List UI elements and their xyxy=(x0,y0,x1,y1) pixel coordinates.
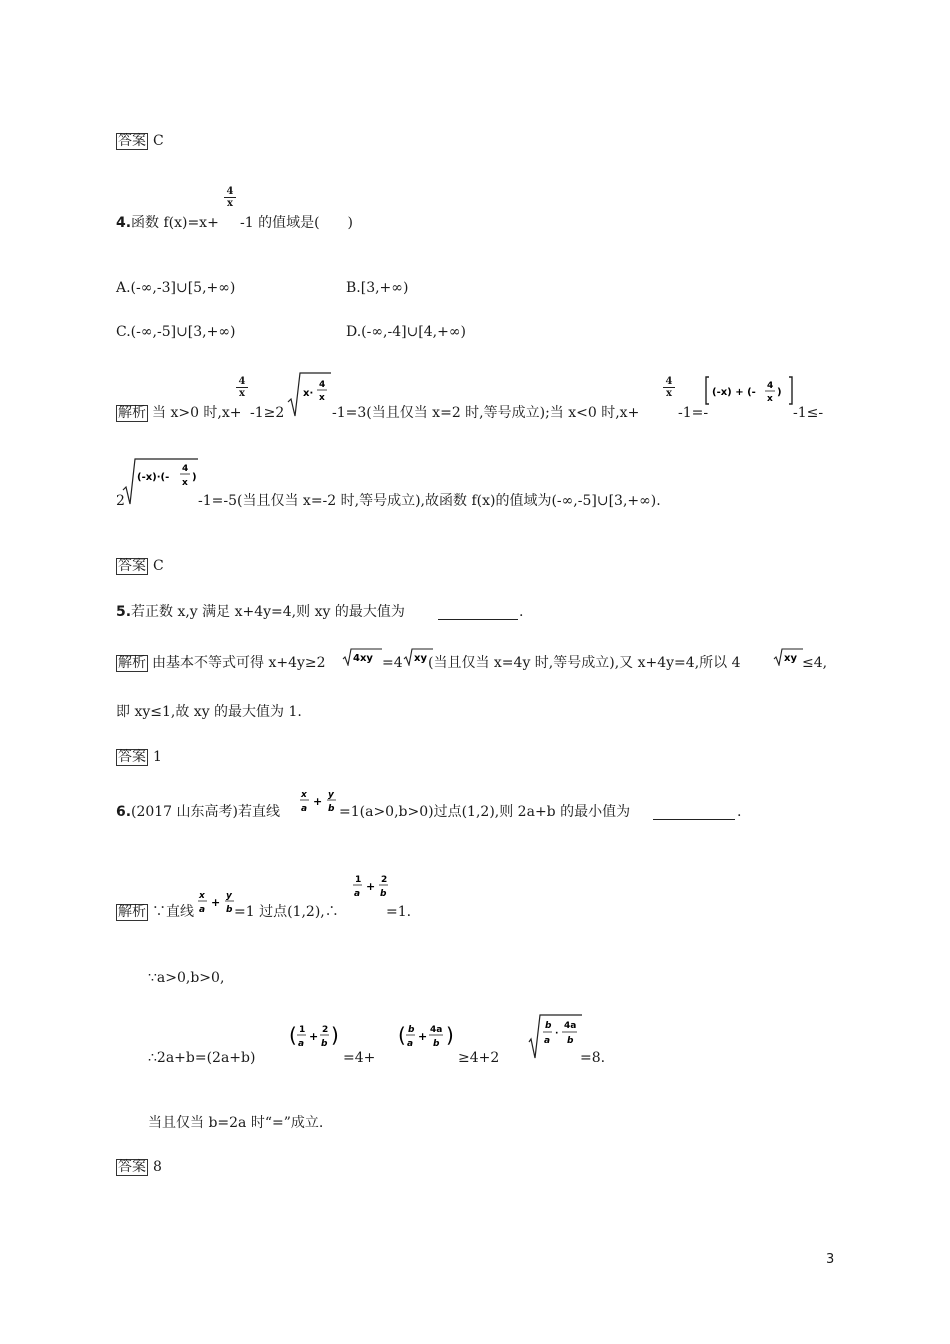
svg-text:+: + xyxy=(211,896,221,909)
svg-text:·: · xyxy=(555,1029,559,1039)
bracket-neg-x-plus-neg-4-over-x xyxy=(705,376,795,406)
answer-label: 答案 xyxy=(118,558,146,574)
question-text: =1(a>0,b>0)过点(1,2),则 2a+b 的最小值为 xyxy=(339,804,631,820)
question-number: 4. xyxy=(116,215,132,231)
question-text: -1 的值域是( ) xyxy=(240,215,354,231)
svg-text:a: a xyxy=(199,905,206,915)
question-text: . xyxy=(737,804,742,820)
svg-text:): ) xyxy=(331,1023,339,1047)
svg-text:y: y xyxy=(226,891,232,901)
svg-text:(: ( xyxy=(398,1023,406,1047)
svg-text:a: a xyxy=(298,1039,305,1049)
sqrt-b-over-a-times-4a-over-b xyxy=(528,1014,582,1060)
fraction-4-over-x: $\frac{4}{x}$ xyxy=(236,376,248,399)
analysis-label: 解析 xyxy=(118,655,146,671)
page-number: 3 xyxy=(826,1252,835,1267)
svg-text:x: x xyxy=(199,891,205,901)
svg-text:2: 2 xyxy=(322,1025,329,1035)
svg-text:4a: 4a xyxy=(564,1021,577,1031)
solution-text: ≤4, xyxy=(802,655,828,671)
svg-text:(: ( xyxy=(289,1023,297,1047)
svg-text:b: b xyxy=(321,1039,328,1049)
solution-text: =4 xyxy=(382,655,403,671)
svg-text:4: 4 xyxy=(319,380,326,390)
fraction-4-over-x: $\frac{4}{x}$ xyxy=(663,376,675,399)
svg-text:x·: x· xyxy=(303,388,314,399)
solution-text: -1=-5(当且仅当 x=-2 时,等号成立),故函数 f(x)的值域为(-∞,-5]∪[3,+∞). xyxy=(198,493,661,509)
svg-text:x: x xyxy=(767,394,773,404)
solution-text: ≥4+2 xyxy=(458,1050,500,1066)
svg-text:b: b xyxy=(545,1021,552,1031)
fraction-x-over-a-plus-y-over-b xyxy=(299,787,343,817)
svg-text:4: 4 xyxy=(182,464,189,474)
solution-text: =1 过点(1,2),∴ xyxy=(234,904,339,920)
solution-text: ∴2a+b=(2a+b) xyxy=(148,1050,256,1066)
svg-text:b: b xyxy=(567,1036,574,1046)
question-text: (2017 山东高考)若直线 xyxy=(131,804,281,820)
solution-text: -1=- xyxy=(678,405,709,421)
question-text: . xyxy=(519,604,524,620)
analysis-label: 解析 xyxy=(118,405,146,421)
svg-text:): ) xyxy=(446,1023,454,1047)
solution-text: 当 x>0 时,x+ xyxy=(152,405,242,421)
svg-text:+: + xyxy=(366,880,376,893)
option-c: C.(-∞,-5]∪[3,+∞) xyxy=(116,324,236,340)
svg-text:1: 1 xyxy=(355,875,362,885)
svg-text:xy: xy xyxy=(784,653,797,664)
svg-text:x: x xyxy=(182,478,188,488)
fraction-1-over-a-plus-2-over-b xyxy=(352,872,392,902)
svg-text:a: a xyxy=(301,804,308,814)
answer-label: 答案 xyxy=(118,749,146,765)
question-number: 5. xyxy=(116,604,132,620)
paren-b-over-a-plus-4a-over-b xyxy=(398,1021,458,1055)
solution-text: ∵a>0,b>0, xyxy=(148,970,225,986)
answer-value: 8 xyxy=(153,1159,162,1175)
solution-text: -1=3(当且仅当 x=2 时,等号成立);当 x<0 时,x+ xyxy=(332,405,640,421)
svg-text:(-x)·(-: (-x)·(- xyxy=(137,472,170,483)
svg-text:b: b xyxy=(328,804,335,814)
svg-text:b: b xyxy=(408,1025,415,1035)
solution-text: 当且仅当 b=2a 时“=”成立. xyxy=(148,1115,324,1131)
option-d: D.(-∞,-4]∪[4,+∞) xyxy=(346,324,466,340)
sqrt-neg-x-times-neg-4-over-x xyxy=(122,458,198,506)
svg-text:(-x) + (-: (-x) + (- xyxy=(712,387,756,398)
answer-label: 答案 xyxy=(118,1159,146,1175)
option-b: B.[3,+∞) xyxy=(346,280,409,296)
question-text: 若正数 x,y 满足 x+4y=4,则 xy 的最大值为 xyxy=(131,604,405,620)
option-a: A.(-∞,-3]∪[5,+∞) xyxy=(116,280,236,296)
svg-text:): ) xyxy=(777,387,782,398)
svg-text:1: 1 xyxy=(299,1025,306,1035)
solution-text: =4+ xyxy=(343,1050,376,1066)
svg-text:+: + xyxy=(313,795,323,808)
svg-text:b: b xyxy=(226,905,233,915)
svg-text:4a: 4a xyxy=(430,1025,443,1035)
question-text: 函数 f(x)=x+ xyxy=(131,215,219,231)
answer-blank xyxy=(438,604,518,620)
solution-text: 即 xy≤1,故 xy 的最大值为 1. xyxy=(116,704,302,720)
answer-value: C xyxy=(153,133,164,149)
solution-text: 2 xyxy=(116,493,125,509)
svg-text:): ) xyxy=(192,472,197,483)
svg-text:4: 4 xyxy=(767,381,774,391)
sqrt-x-times-4-over-x xyxy=(287,372,331,420)
solution-text: (当且仅当 x=4y 时,等号成立),又 x+4y=4,所以 4 xyxy=(428,655,741,671)
svg-text:+: + xyxy=(309,1030,319,1043)
sqrt-xy xyxy=(773,648,803,666)
svg-text:a: a xyxy=(544,1036,551,1046)
svg-text:x: x xyxy=(301,790,307,800)
analysis-label: 解析 xyxy=(118,904,146,920)
solution-text: 由基本不等式可得 x+4y≥2 xyxy=(152,655,326,671)
svg-text:+: + xyxy=(418,1030,428,1043)
paren-1-over-a-plus-2-over-b xyxy=(289,1021,341,1055)
svg-text:xy: xy xyxy=(414,653,427,664)
solution-text: ∵直线 xyxy=(152,904,194,920)
solution-text: =8. xyxy=(580,1050,606,1066)
question-number: 6. xyxy=(116,804,132,820)
answer-blank xyxy=(653,804,735,820)
svg-text:a: a xyxy=(354,889,361,899)
answer-label: 答案 xyxy=(118,133,146,149)
solution-text: -1≤- xyxy=(793,405,824,421)
solution-text: =1. xyxy=(386,904,412,920)
answer-value: C xyxy=(153,558,164,574)
svg-text:4xy: 4xy xyxy=(353,653,373,664)
svg-text:2: 2 xyxy=(381,875,388,885)
svg-text:x: x xyxy=(319,393,325,403)
sqrt-4xy xyxy=(342,648,382,666)
fraction-4-over-x: $\frac{4}{x}$ xyxy=(224,186,236,209)
svg-text:b: b xyxy=(380,889,387,899)
answer-value: 1 xyxy=(153,749,162,765)
svg-text:b: b xyxy=(433,1039,440,1049)
svg-text:a: a xyxy=(407,1039,414,1049)
solution-text: -1≥2 xyxy=(250,405,285,421)
svg-text:y: y xyxy=(328,790,334,800)
